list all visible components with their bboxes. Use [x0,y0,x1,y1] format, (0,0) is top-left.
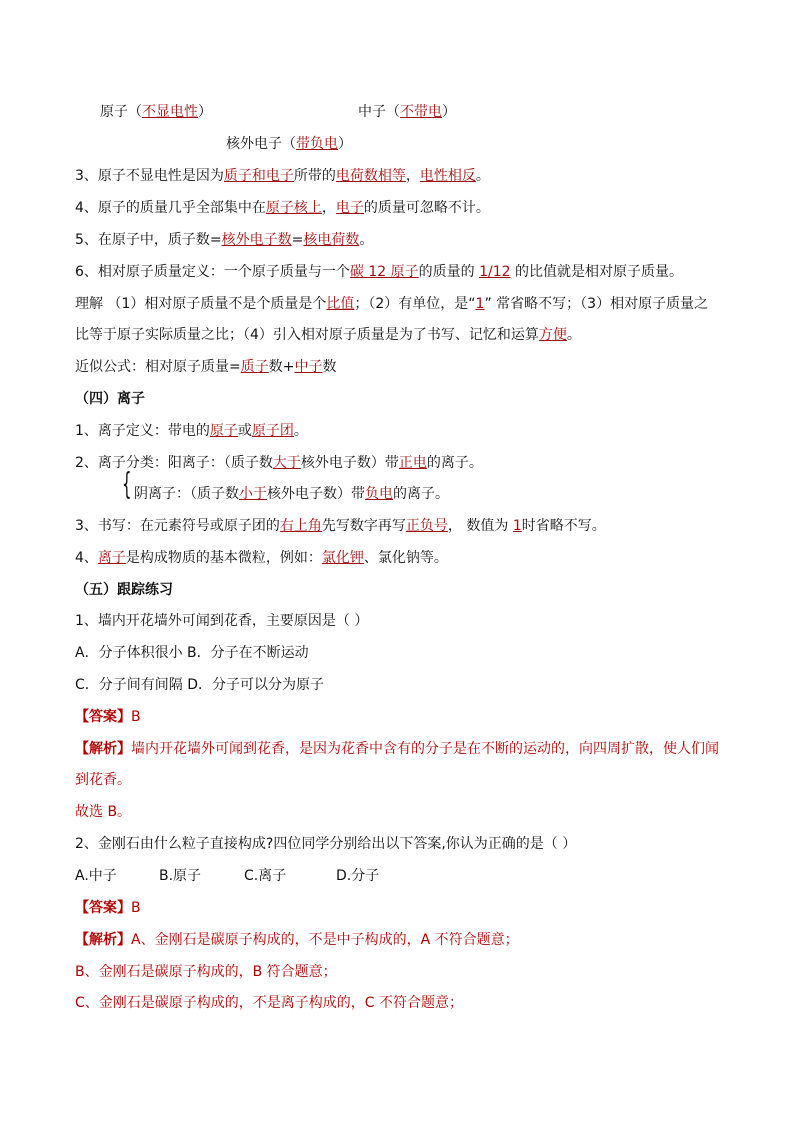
q2-stem: 2、金刚石由什么粒子直接构成?四位同学分别给出以下答案,你认为正确的是（ ） [75,836,577,852]
understand-line-1: 理解 （1）相对原子质量不是个质量是个比值；（2）有单位，是“1” 常省略不写；（3）相对原子质量之 [75,296,709,312]
item-3: 3、原子不显电性是因为质子和电子所带的电荷数相等，电性相反。 [75,168,490,184]
q2-explanation-2: B、金刚石是碳原子构成的，B 符合题意； [75,964,337,980]
q2-option-c: C.离子 [244,868,287,884]
q1-explanation-2: 到花香。 [75,772,131,788]
ion-4: 4、离子是构成物质的基本微粒，例如：氯化钾、氯化钠等。 [75,550,448,566]
q1-explanation-1: 【解析】墙内开花墙外可闻到花香，是因为花香中含有的分子是在不断的运动的，向四周扩散，使人们闻 [75,741,719,757]
q1-answer: 【答案】B [75,709,141,725]
atom-label: 原子（不显电性） [100,104,212,120]
q1-choose: 故选 B。 [75,804,132,820]
ion-1: 1、离子定义：带电的原子或原子团。 [75,423,308,439]
neutron-label: 中子（不带电） [358,104,456,120]
q2-answer: 【答案】B [75,900,141,916]
item-5: 5、在原子中，质子数=核外电子数=核电荷数。 [75,232,374,248]
q2-explanation-1: 【解析】A、金刚石是碳原子构成的，不是中子构成的，A 不符合题意； [75,932,519,948]
electron-label: 核外电子（带负电） [226,136,352,152]
section-5-heading: （五）跟踪练习 [75,582,173,598]
q2-option-d: D.分子 [336,868,380,884]
q1-options-ab: A．分子体积很小 B．分子在不断运动 [75,645,309,661]
item-6: 6、相对原子质量定义：一个原子质量与一个碳 12 原子的质量的 1/12 的比值就是相对原子质量。 [75,264,683,280]
ion-3: 3、书写：在元素符号或原子团的右上角先写数字再写正负号， 数值为 1时省略不写。 [75,518,606,534]
section-4-heading: （四）离子 [75,391,145,407]
q2-option-a: A.中子 [75,868,117,884]
brace-icon: { [122,467,132,502]
item-4: 4、原子的质量几乎全部集中在原子核上，电子的质量可忽略不计。 [75,200,490,216]
ion-2-cation: 2、离子分类：阳离子：（质子数大于核外电子数）带正电的离子。 [75,455,483,471]
q2-explanation-3: C、金刚石是碳原子构成的，不是离子构成的，C 不符合题意； [75,995,463,1011]
understand-line-2: 比等于原子实际质量之比；（4）引入相对原子质量是为了书写、记忆和运算方便。 [75,327,581,343]
ion-2-anion: 阴离子：（质子数小于核外电子数）带负电的离子。 [134,486,449,502]
q1-stem: 1、墙内开花墙外可闻到花香，主要原因是（ ） [75,613,369,629]
approx-formula: 近似公式：相对原子质量=质子数+中子数 [75,359,337,375]
q1-options-cd: C．分子间有间隔 D．分子可以分为原子 [75,677,325,693]
q2-option-b: B.原子 [159,868,202,884]
